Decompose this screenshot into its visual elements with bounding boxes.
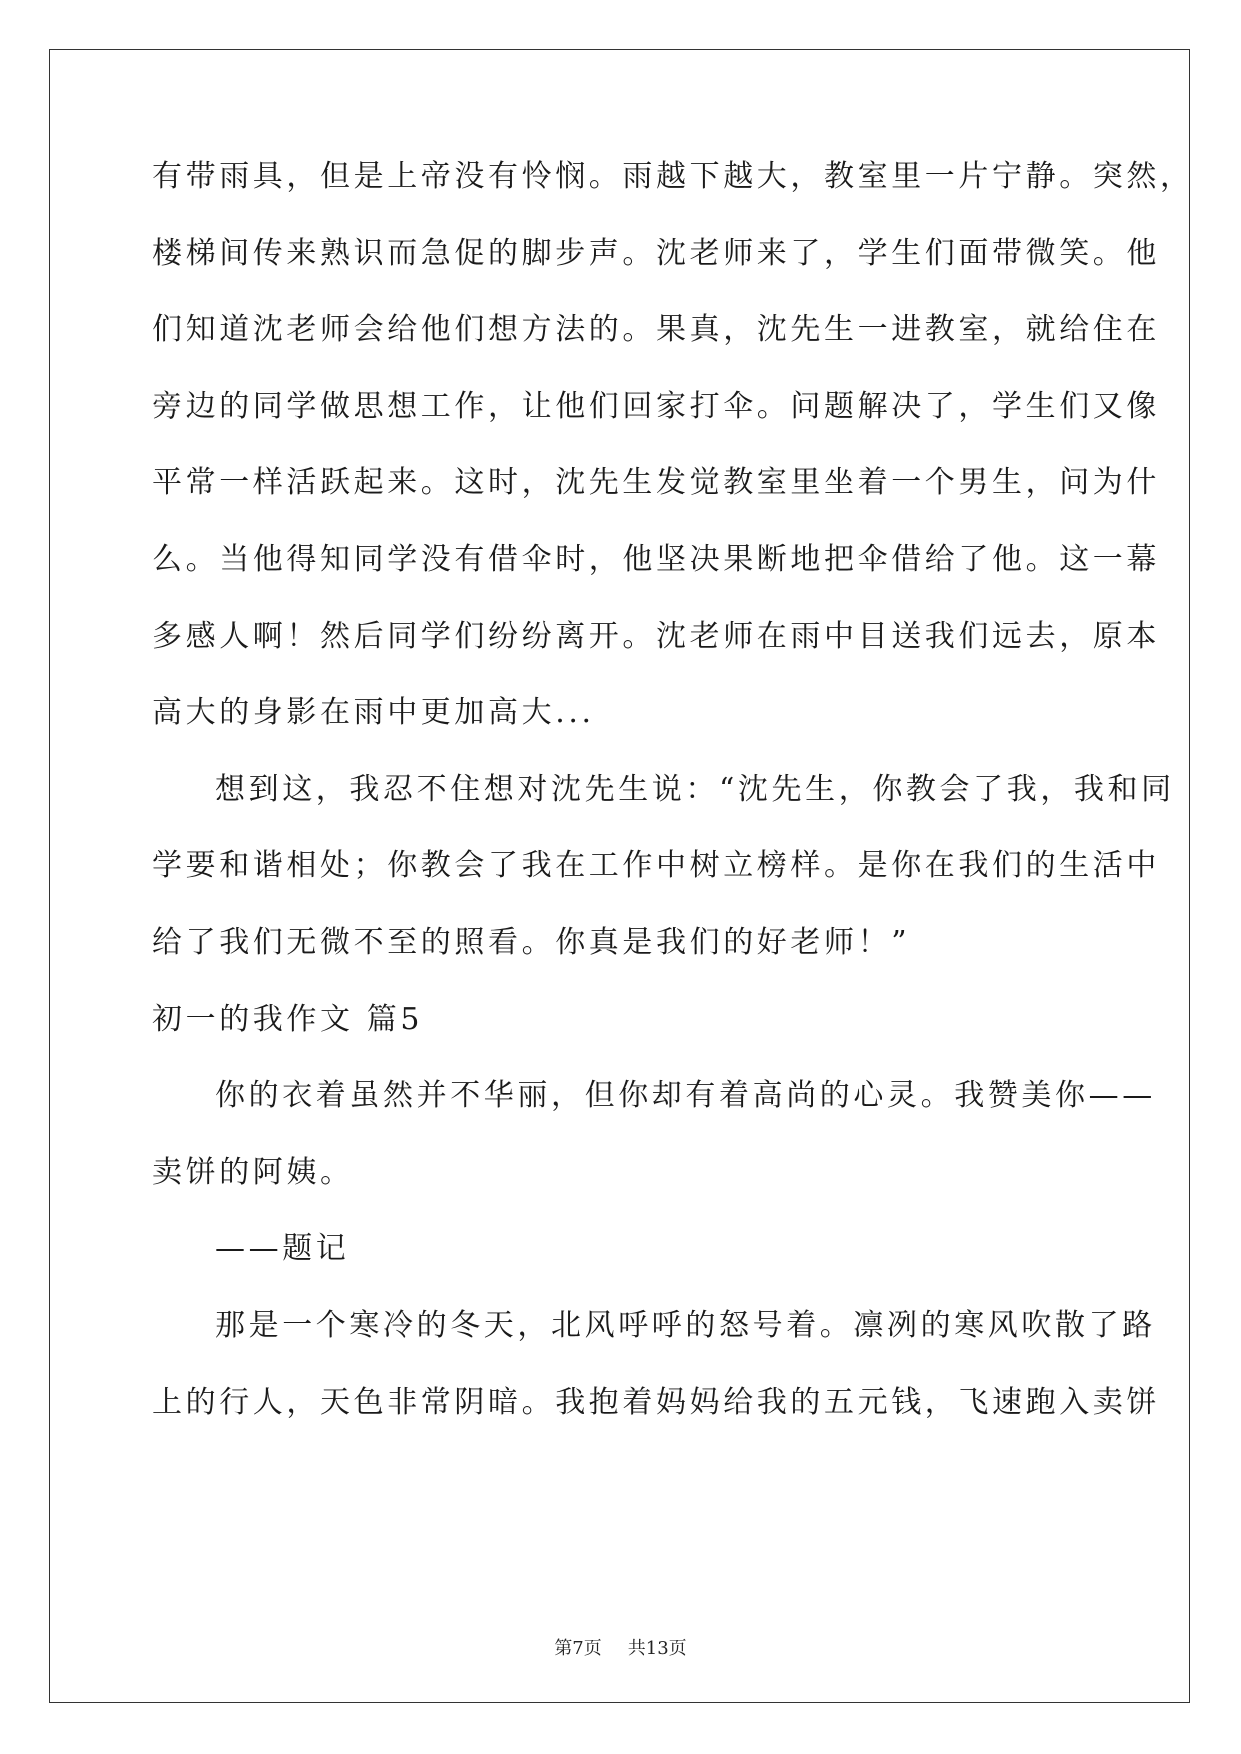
text-line: 想到这，我忍不住想对沈先生说：“沈先生，你教会了我，我和同 (215, 771, 1175, 807)
text-line: 初一的我作文 篇5 (152, 1001, 424, 1037)
text-line: 有带雨具，但是上帝没有怜悯。雨越下越大，教室里一片宁静。突然， (152, 159, 1194, 194)
text-line: 们知道沈老师会给他们想方法的。果真，沈先生一进教室，就给住在 (152, 312, 1160, 348)
text-line: 多感人啊！然后同学们纷纷离开。沈老师在雨中目送我们远去，原本 (152, 618, 1160, 654)
text-line: 旁边的同学做思想工作，让他们回家打伞。问题解决了，学生们又像 (152, 388, 1160, 424)
text-line: 给了我们无微不至的照看。你真是我们的好老师！” (152, 924, 911, 960)
page-total: 共13页 (627, 1638, 687, 1659)
text-line: 学要和谐相处；你教会了我在工作中树立榜样。是你在我们的生活中 (152, 848, 1160, 884)
text-line: 平常一样活跃起来。这时，沈先生发觉教室里坐着一个男生，问为什 (152, 465, 1160, 501)
text-line: 你的衣着虽然并不华丽，但你却有着高尚的心灵。我赞美你—— (215, 1078, 1156, 1114)
text-line: 卖饼的阿姨。 (152, 1154, 354, 1190)
document-body (152, 158, 1194, 1460)
text-line: 高大的身影在雨中更加高大... (152, 695, 595, 731)
text-line: 么。当他得知同学没有借伞时，他坚决果断地把伞借给了他。这一幕 (152, 541, 1160, 577)
text-line: 那是一个寒冷的冬天，北风呼呼的怒号着。凛冽的寒风吹散了路 (215, 1307, 1156, 1343)
text-line: ——题记 (215, 1231, 350, 1267)
page-number: 第7页 (554, 1638, 602, 1659)
text-line: 楼梯间传来熟识而急促的脚步声。沈老师来了，学生们面带微笑。他 (152, 235, 1160, 271)
text-line: 上的行人，天色非常阴暗。我抱着妈妈给我的五元钱，飞速跑入卖饼 (152, 1384, 1160, 1420)
page-footer (0, 1634, 1241, 1660)
